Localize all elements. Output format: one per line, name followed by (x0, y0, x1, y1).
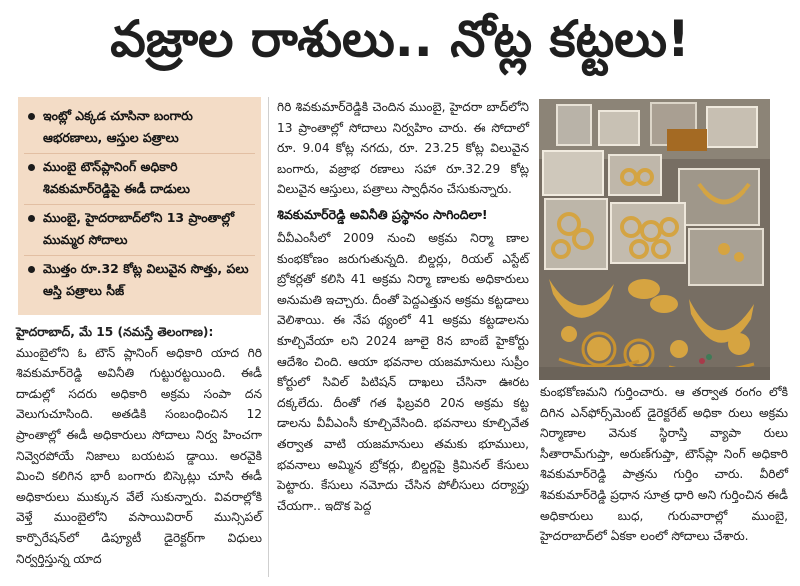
article-column-3 (540, 382, 788, 547)
highlight-item (24, 154, 255, 205)
column3-body: కుంభకోణమని గుర్తించారు. ఆ తర్వాత రంగం లోకి దిగిన ఎన్‌ఫోర్స్‌మెంట్ డైరెక్టరేట్ అధికా రులు అక్రమ నిర్మాణాల వెనుక స్థిరాస్తి వ్యాపా రులు సీతారామ్‌గుప్తా, అరుణ్‌గుప్తా, టౌన్‌ప్లా నింగ్ అధికారి శివకుమార్‌రెడ్డి పాత్రను గుర్తిం చారు. వీరిలో శివకుమార్‌రెడ్డి ప్రధాన సూత్ర ధారి అని గుర్తించిన ఈడీ అధికారులు బుధ, గురువారాల్లో ముంబై, హైదరాబాద్‌లో ఏకకా లంలో సోదాలు చేశారు. (540, 385, 788, 544)
bullet-icon (28, 266, 35, 273)
highlight-item (24, 205, 255, 256)
column2-paragraph-2: వీవీఎంసీలో 2009 నుంచి అక్రమ నిర్మా ణాల కుంభకోణం జరుగుతున్నది. బిల్డర్లు, రియల్ ఎస్టేట్ బ్రోకర్లతో కలిసి 41 అక్రమ నిర్మా ణాలకు అధికారులు అనుమతి ఇచ్చారు. దీంతో పెద్దఎత్తున అక్రమ కట్టడాలు వెలిశాయి. ఈ నేప థ్యంలో 41 అక్రమ కట్టడాలను కూల్చివేయా లని 2024 జూలై 8న బాంబే హైకోర్టు ఆదేశిం చింది. ఆయా భవనాల యజమానులు సుప్రీం కోర్టులో సివిల్ పిటిషన్ దాఖలు చేసినా ఊరట దక్కలేదు. దీంతో గత ఫిబ్రవరి 20న అక్రమ కట్ట డాలను వీవీఎంసీ కూల్చివేసింది. భవనాలు కూల్చివేత తర్వాత వాటి యజమానులు తమకు భూములు, భవనాలు అమ్మిన బ్రోకర్లు, బిల్డర్లపై క్రిమినల్ కేసులు పెట్టారు. కేసులు నమోదు చేసిన పోలీసులు దర్యాప్తు చేయగా.. ఇదొక పెద్ద (277, 230, 529, 513)
bullet-icon (28, 113, 35, 120)
highlight-item (24, 256, 255, 306)
highlight-text: ఇంట్లో ఎక్కడ చూసినా బంగారు ఆభరణాలు, ఆస్తుల పత్రాలు (43, 108, 193, 145)
column-divider (268, 97, 269, 577)
highlight-text: ముంబై టౌన్‌ప్లానింగ్ అధికారి శివకుమార్‌రెడ్డిపై ఈడీ దాడులు (43, 159, 190, 196)
seized-jewellery-photo (539, 99, 770, 380)
bullet-icon (28, 215, 35, 222)
article-column-1 (16, 322, 262, 569)
highlight-item (24, 103, 255, 154)
column1-body: ముంబైలోని ఓ టౌన్ ప్లానింగ్ అధికారి యాద గిరి శివకుమార్‌రెడ్డి అవినీతి గుట్టురట్టయింది. ఈడీ దాడుల్లో సదరు అధికారి అక్రమ సంపా దన వెలుగుచూసింది. అతడికి సంబంధించిన 12 ప్రాంతాల్లో ఈడీ అధికారులు సోదాలు నిర్వ హించగా నివ్వెరపోయే నిజాలు బయటప డ్డాయి. అరవైకి మించి కలిగిన భారీ బంగారు బిస్కెట్లు చూసి ఈడీ అధికారులు ముక్కున వేలే సుకున్నారు. వివరాల్లోకి వెళ్తే ముంబైలోని వసాయివిరార్ మున్సిపల్ కార్పొరేషన్‌లో డిప్యూటీ డైరెక్టర్‌గా విధులు నిర్వర్తిస్తున్న యాద (16, 345, 262, 566)
highlights-box (18, 97, 261, 315)
column2-paragraph-1: గిరి శివకుమార్‌రెడ్డికి చెందిన ముంబై, హైదరా బాద్‌లోని 13 ప్రాంతాల్లో సోదాలు నిర్వహిం చారు. ఈ సోదాలో రూ. 9.04 కోట్ల నగదు, రూ. 23.25 కోట్ల విలువైన బంగారు, వజ్రాభ రణాలు సహా రూ.32.29 కోట్ల విలువైన ఆస్తులు, పత్రాలు స్వాధీనం చేసుకున్నారు. (277, 100, 529, 197)
highlight-text: ముంబై, హైదరాబాద్‌లోని 13 ప్రాంతాల్లో ముమ్మర సోదాలు (43, 210, 235, 247)
dateline: హైదరాబాద్, మే 15 (నమస్తే తెలంగాణ): (16, 325, 214, 339)
headline: వజ్రాల రాశులు.. నోట్ల కట్టలు! (110, 9, 690, 68)
article-column-2 (277, 97, 529, 516)
bullet-icon (28, 164, 35, 171)
subheading: శివకుమార్‌రెడ్డి అవినీతి ప్రస్థానం సాగిందిలా! (277, 206, 488, 222)
highlight-text: మొత్తం రూ.32 కోట్ల విలువైన సొత్తు, పలు ఆస్తి పత్రాలు సీజ్ (43, 261, 249, 298)
